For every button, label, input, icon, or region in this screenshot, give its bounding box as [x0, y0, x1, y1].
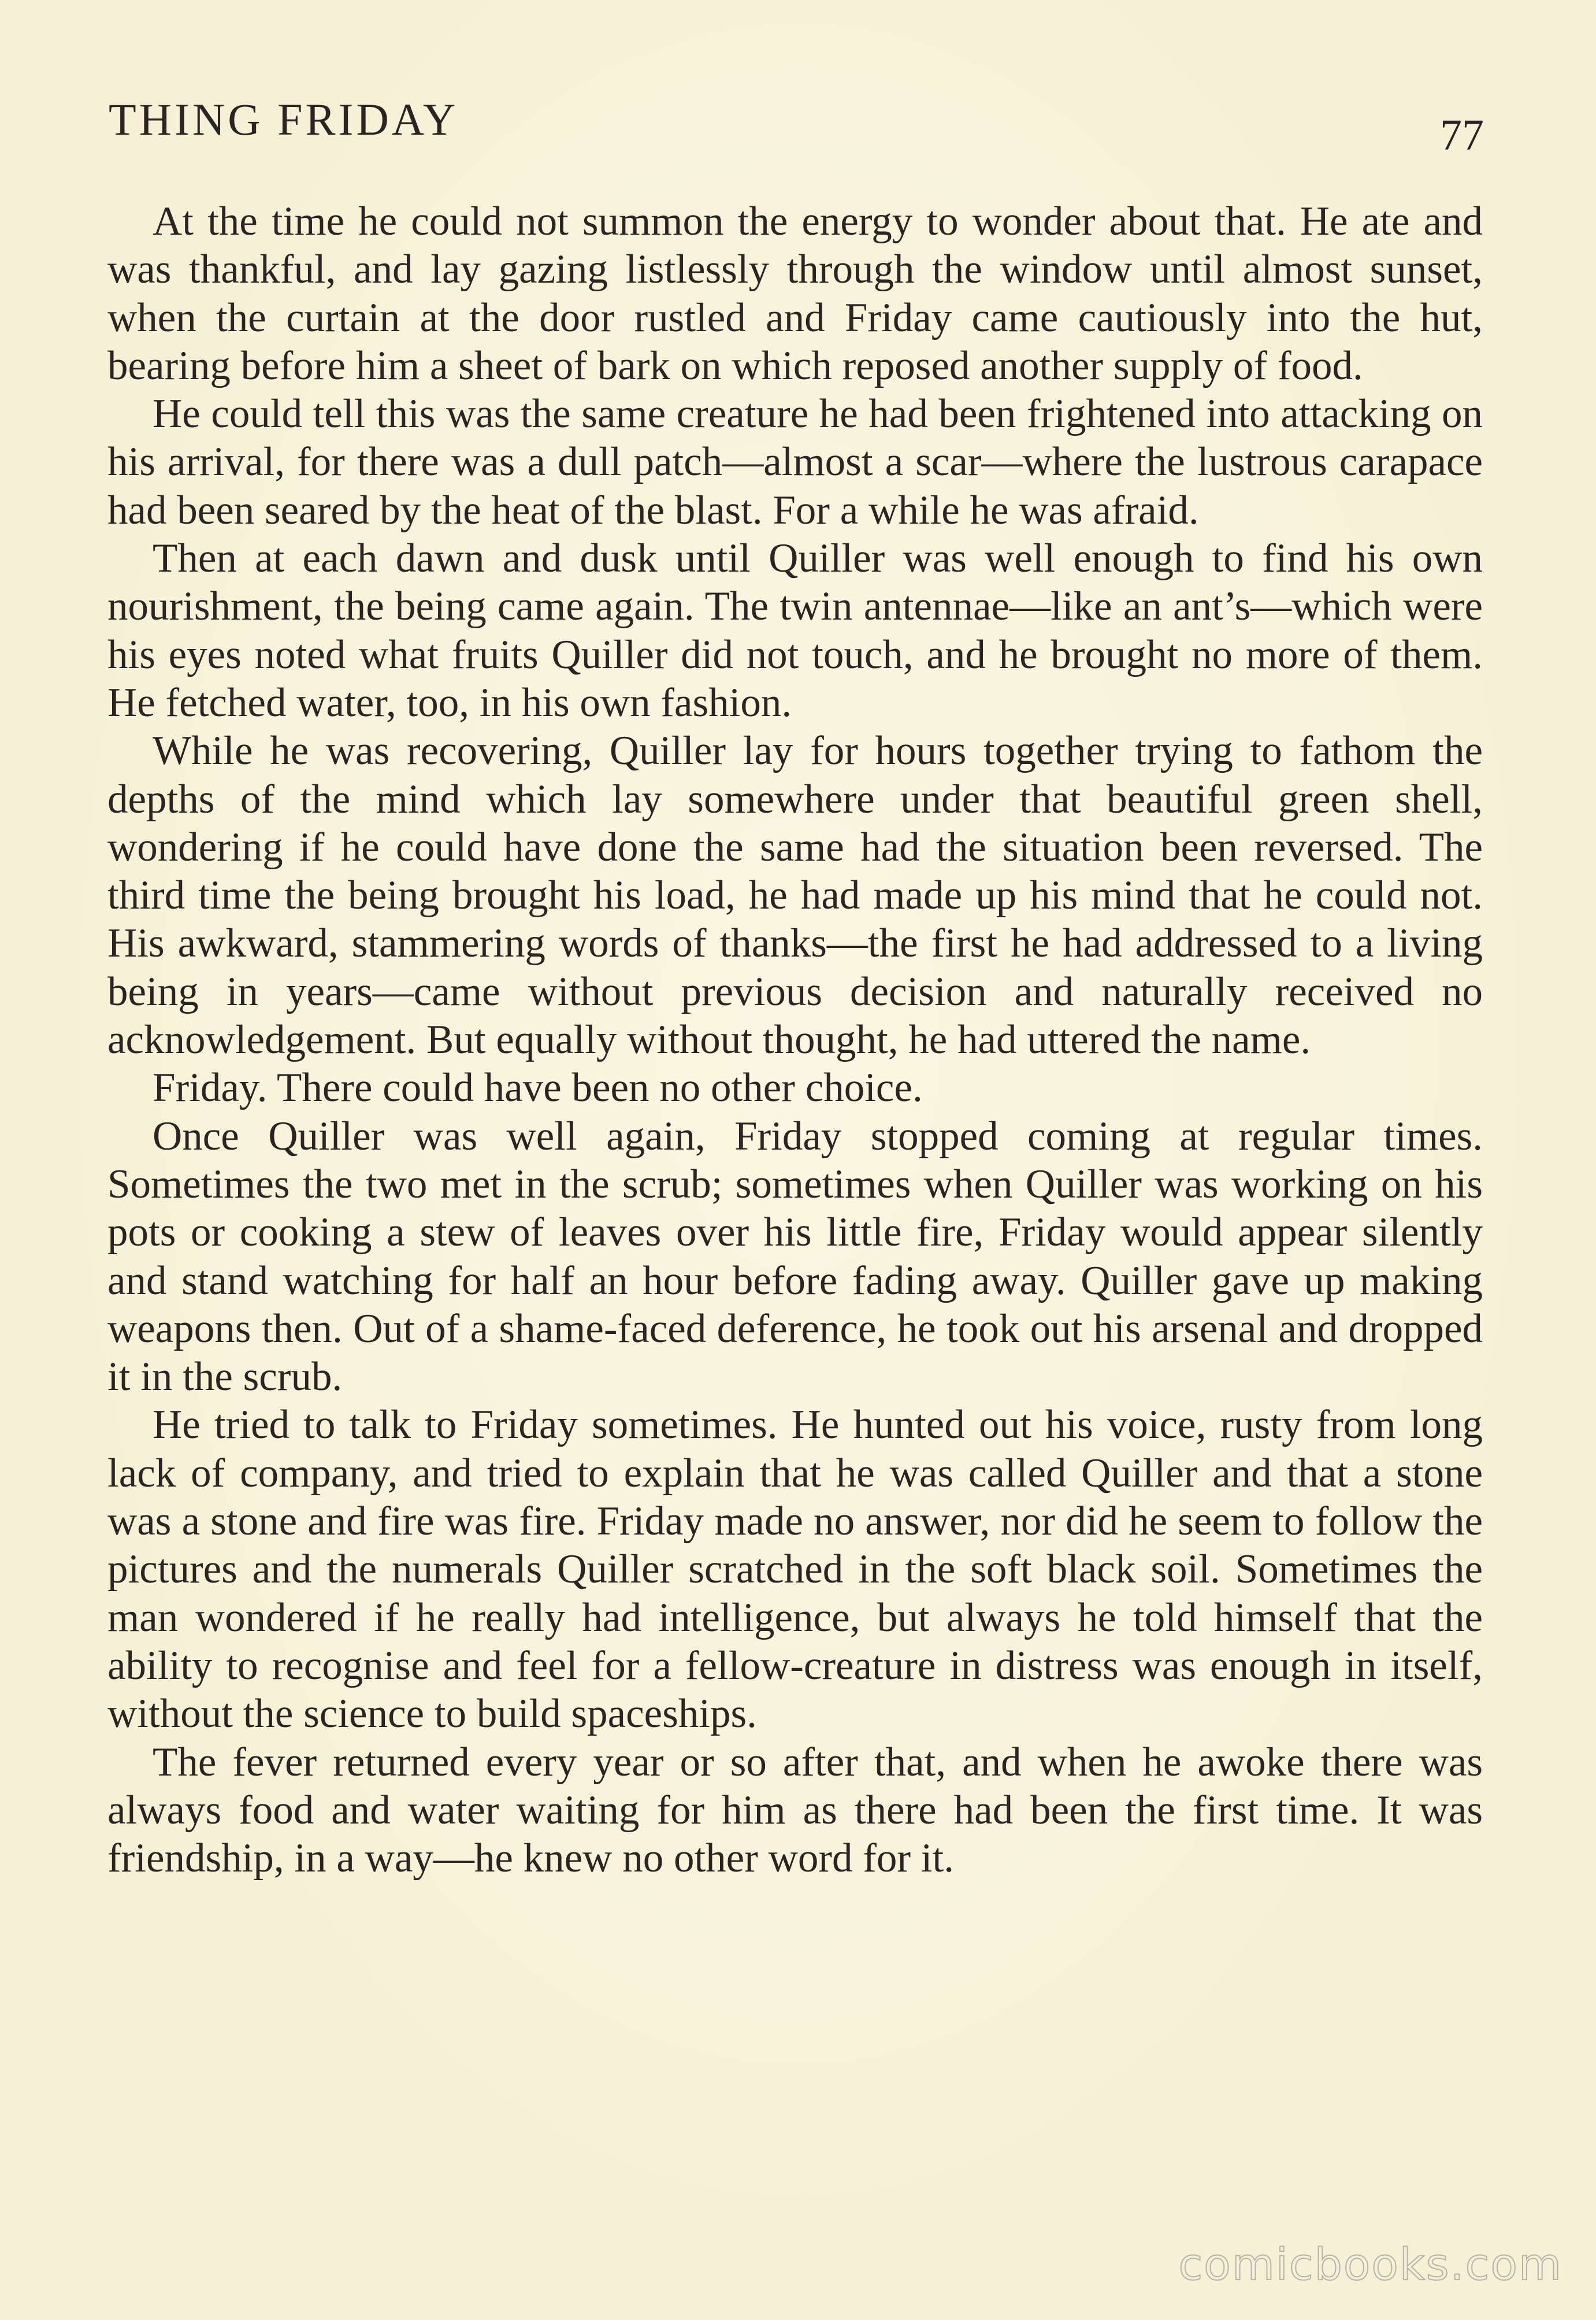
- paragraph: Friday. There could have been no other choice.: [153, 1065, 923, 1111]
- paragraph: He tried to talk to Friday sometimes. He hunted out his voice, rusty from long lack of company, and tried to explain that he was called Quiller and that a stone was a stone and fire was fire. Friday made no answer, nor did he seem to follow the pictures and the numerals Quiller scratched in the soft black soil. Sometimes the man wondered if he really had intelligence, but always he told himself that the ability to recognise and feel for a fellow-creature in distress was enough in itself, without the science to build spaceships.: [107, 1402, 1483, 1737]
- page-number: 77: [1440, 111, 1484, 160]
- paragraph: Once Quiller was well again, Friday stopped coming at regular times. Sometimes the two met in the scrub; sometimes when Quiller was working on his pots or cooking a stew of leaves over his little fire, Friday would appear silently and stand watching for half an hour before fading away. Quiller gave up making weapons then. Out of a shame-faced deference, he took out his arsenal and dropped it in the scrub.: [107, 1113, 1483, 1400]
- running-head-title: THING FRIDAY: [109, 94, 459, 144]
- watermark: comicbooks.com: [1178, 2239, 1562, 2290]
- paragraph: Then at each dawn and dusk until Quiller was well enough to find his own nourishment, the being came again. The twin antennae—like an ant’s—which were his eyes noted what fruits Quiller did not touch, and he brought no more of them. He fetched water, too, in his own fashion.: [107, 536, 1483, 725]
- body-text: [107, 198, 1483, 1882]
- paragraph: While he was recovering, Quiller lay for hours together trying to fathom the depths of the mind which lay somewhere under that beautiful green shell, wondering if he could have done the same had the situation been reversed. The third time the being brought his load, he had made up his mind that he could not. His awkward, stammering words of thanks—the first he had addressed to a living being in years—came without previous decision and naturally received no acknowledgement. But equally without thought, he had uttered the name.: [107, 728, 1483, 1063]
- paragraph: He could tell this was the same creature he had been frightened into attacking on his arrival, for there was a dull patch—almost a scar—where the lustrous carapace had been seared by the heat of the blast. For a while he was afraid.: [107, 391, 1483, 533]
- paragraph: The fever returned every year or so after that, and when he awoke there was always food and water waiting for him as there had been the first time. It was friendship, in a way—he knew no other word for it.: [107, 1739, 1483, 1881]
- paragraph: At the time he could not summon the energy to wonder about that. He ate and was thankful, and lay gazing listlessly through the window until almost sunset, when the curtain at the door rustled and Friday came cautiously into the hut, bearing before him a sheet of bark on which reposed another supply of food.: [107, 199, 1483, 388]
